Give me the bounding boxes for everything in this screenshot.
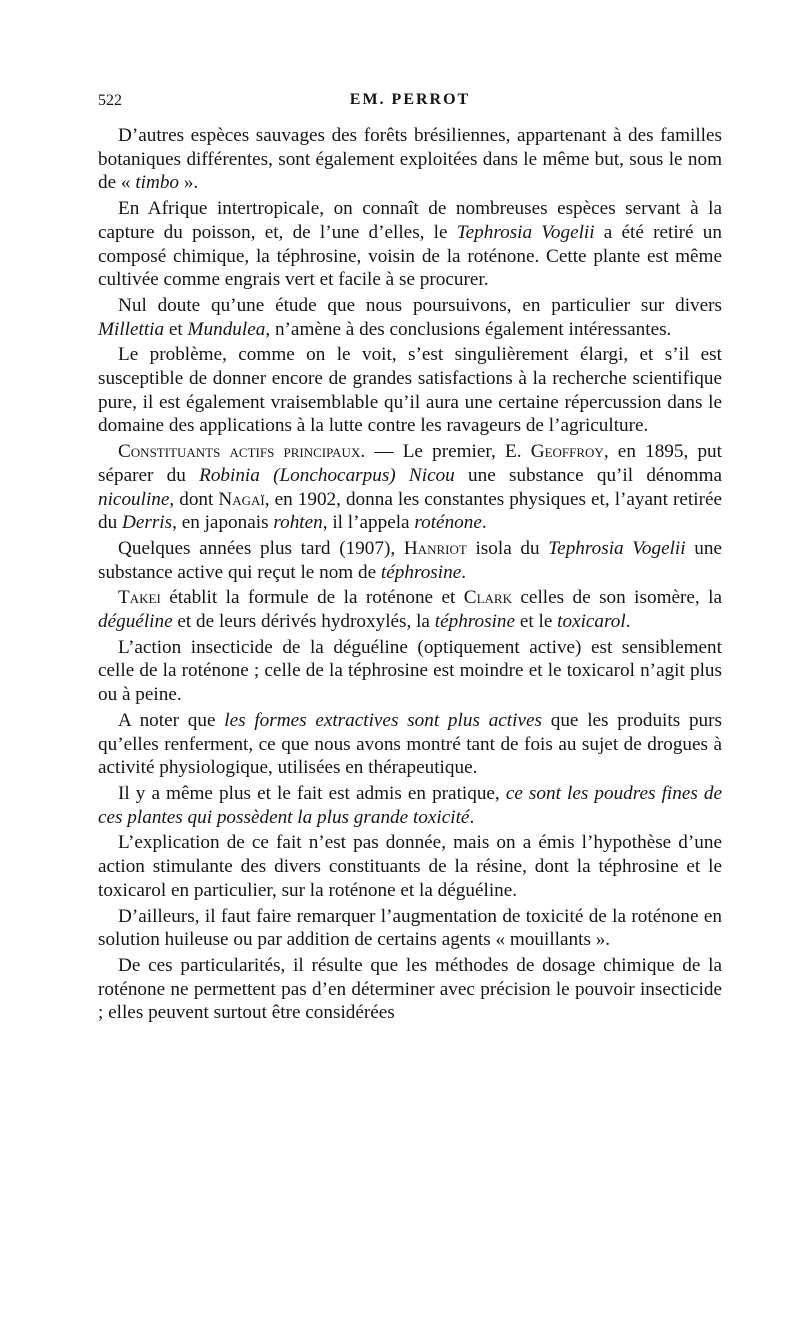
italic-text: Derris [121,512,173,534]
italic-text: roténone [414,512,482,534]
body-text [98,124,722,1027]
text-run: et le [515,611,558,633]
text-run: que les produits purs qu’elles renferment, ce que nous avons montré tant de fois au sujet de drogues à activité physiologique, utilisées en thérapeutique. [98,709,722,779]
text-run: isola du [466,537,549,559]
text-run: A noter que [118,709,225,731]
text-run: . [625,611,631,633]
text-run: . [461,561,467,583]
paragraph [98,831,722,902]
text-run: . [481,512,487,534]
text-run: , dont [169,488,219,510]
running-header [98,92,722,116]
text-run: , en 1895, put séparer du [98,441,722,486]
paragraph [98,294,722,341]
italic-text: Mundulea [187,318,266,340]
italic-text: téphrosine [380,561,462,583]
italic-text: Tephrosia Vogelii [456,221,595,243]
text-run: établit la formule de la roténone et [160,587,464,609]
italic-text: déguéline [98,611,173,633]
text-run: — Le premier, E. [365,441,531,463]
text-run: Quelques années plus tard (1907), [118,537,404,559]
italic-text: Robinia (Lonchocarpus) Nicou [199,464,455,486]
text-run: D’autres espèces sauvages des forêts brésiliennes, appartenant à des familles botaniques différentes, sont également exploitées dans le même but, sous le nom de « [98,125,722,194]
text-run: De ces particularités, il résulte que les méthodes de dosage chimique de la roténone ne permettent pas d’en déterminer avec précision le pouvoir insecticide ; elles peuvent surtout être considérées [98,954,722,1024]
small-caps-text: Takei [118,587,161,609]
text-run: , n’amène à des conclusions également intéressantes. [265,318,672,340]
text-run: , en japonais [172,512,274,534]
italic-text: Millettia [98,318,165,340]
paragraph [98,905,722,952]
small-caps-text: Constituants actifs principaux. [118,441,366,463]
italic-text: les formes extractives sont plus actives [224,709,542,731]
paragraph [98,343,722,438]
text-run: et de leurs dérivés hydroxylés, la [172,611,435,633]
text-run: Il y a même plus et le fait est admis en pratique, [118,782,506,804]
italic-text: rohten [273,512,323,534]
small-caps-text: Clark [463,587,512,609]
paragraph [98,782,722,829]
paragraph [98,197,722,292]
paragraph [98,440,722,535]
paragraph [98,636,722,707]
small-caps-text: Hanriot [403,537,467,559]
paragraph [98,124,722,195]
italic-text: ce sont les poudres fines de ces plantes qui possèdent la plus grande toxicité [98,782,722,828]
paragraph [98,586,722,633]
text-run: une substance qu’il dénomma [454,464,723,486]
text-run: Le problème, comme on le voit, s’est singulièrement élargi, et s’il est susceptible de donner encore de grandes satisfactions à la recherche scientifique pure, il est également vraisemblable qu’il aura une certaine répercussion dans le domaine des applications à la lutte contre les ravageurs de l’agriculture. [98,344,722,437]
paragraph [98,954,722,1025]
paragraph [98,537,722,584]
running-title: EM. PERROT [349,91,471,108]
text-run: a été retiré un composé chimique, la téphrosine, voisin de la roténone. Cette plante est même cultivée comme engrais vert et facile à se procurer. [98,221,722,291]
text-run: . [469,806,475,828]
italic-text: téphrosine [434,611,516,633]
page-number: 522 [98,92,122,109]
small-caps-text: Nagaï [218,488,265,510]
text-run: En Afrique intertropicale, on connaît de nombreuses espèces servant à la capture du poisson, et, de l’une d’elles, le [98,198,722,243]
paragraph [98,709,722,780]
text-run: , en 1902, donna les constantes physiques et, l’ayant retirée du [98,488,722,534]
text-run: D’ailleurs, il faut faire remarquer l’augmentation de toxicité de la roténone en solution huileuse ou par addition de certains agents « mouillants ». [98,905,722,951]
small-caps-text: Geoffroy [530,441,604,463]
text-run: L’explication de ce fait n’est pas donnée, mais on a émis l’hypothèse d’une action stimulante des divers constituants de la résine, dont la téphrosine et le toxicarol en particulier, sur la roténone et la déguéline. [98,832,722,901]
text-run: Nul doute qu’une étude que nous poursuivons, en particulier sur divers [118,294,722,316]
italic-text: nicouline [98,488,170,510]
text-run: et [164,318,188,340]
italic-text: timbo [135,172,180,194]
text-run: L’action insecticide de la déguéline (optiquement active) est sensiblement celle de la roténone ; celle de la téphrosine est moindre et le toxicarol n’agit plus ou à peine. [98,636,722,706]
italic-text: Tephrosia Vogelii [548,537,686,559]
text-run: ». [179,172,199,194]
text-run: celles de son isomère, la [511,587,722,609]
text-run: , il l’appela [322,512,415,534]
text-run: une substance active qui reçut le nom de [98,537,722,583]
italic-text: toxicarol [557,611,626,633]
